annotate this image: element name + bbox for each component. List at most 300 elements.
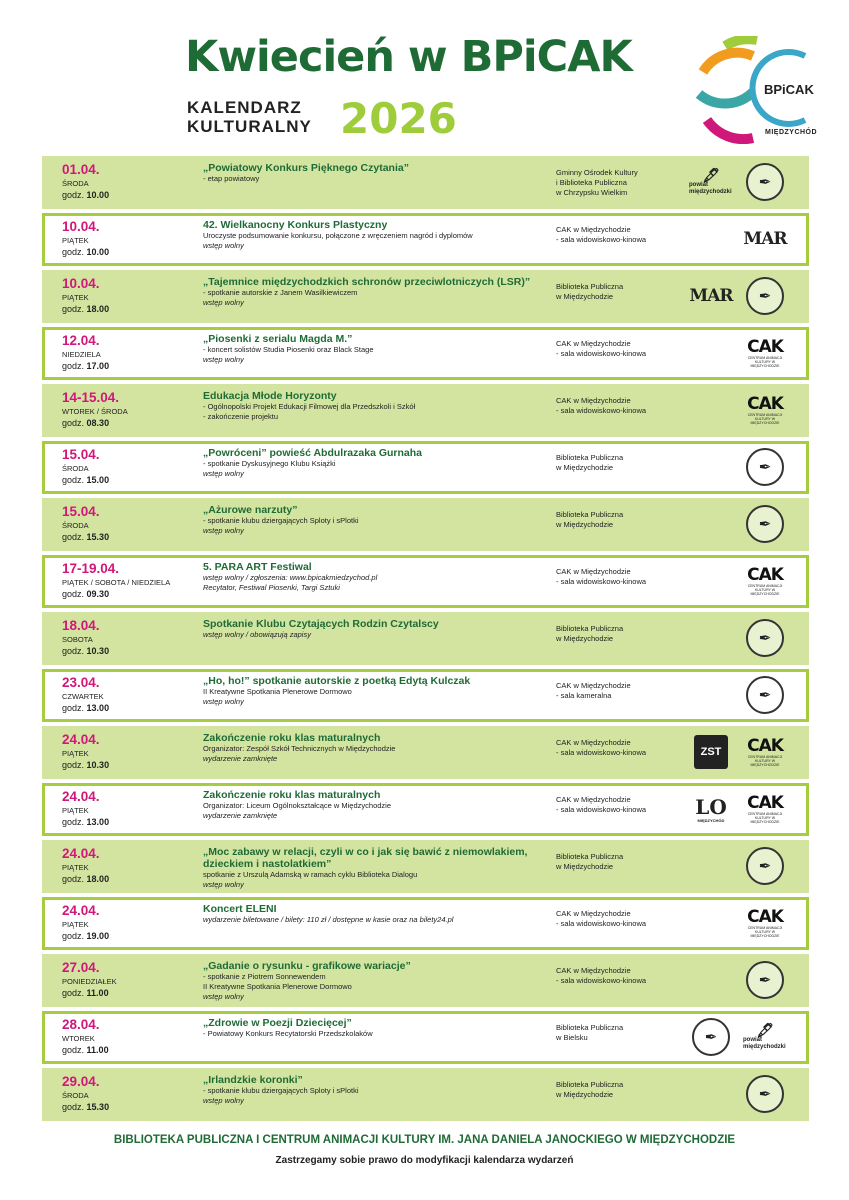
event-place-line: Biblioteka Publiczna <box>556 453 624 462</box>
cak-logo-caption: CENTRUM ANIMACJI KULTURY W MIĘDZYCHODZIE <box>747 356 783 368</box>
event-name: 42. Wielkanocny Konkurs Plastyczny <box>203 219 388 231</box>
event-place <box>556 795 696 815</box>
time-label: godz. <box>62 532 85 542</box>
event-time <box>62 817 109 827</box>
pen-icon: ✒ <box>758 174 772 191</box>
cak-logo-text: CAK <box>747 337 783 357</box>
event-info <box>203 1074 553 1106</box>
event-row[interactable] <box>42 840 809 893</box>
event-place-line: w Międzychodzie <box>556 463 614 472</box>
event-row[interactable] <box>42 612 809 665</box>
event-time <box>62 874 109 884</box>
event-name: „Zdrowie w Poezji Dziecięcej” <box>203 1017 352 1029</box>
event-description: spotkanie z Urszulą Adamską w ramach cyklu Biblioteka Dialogu <box>203 870 418 879</box>
event-row[interactable] <box>42 270 809 323</box>
event-name: „Powróceni” powieść Abdulrazaka Gurnaha <box>203 447 422 459</box>
cak-logo <box>743 338 787 368</box>
cak-logo-caption: CENTRUM ANIMACJI KULTURY W MIĘDZYCHODZIE <box>747 926 783 938</box>
time-value: 13.00 <box>86 817 110 827</box>
event-logos <box>743 1072 787 1116</box>
event-date: 23.04. <box>62 675 100 690</box>
event-place-line: - sala kameralna <box>556 691 612 700</box>
event-place-line: Biblioteka Publiczna <box>556 1080 624 1089</box>
event-row[interactable] <box>42 498 809 551</box>
event-place <box>556 225 696 245</box>
event-place-line: Biblioteka Publiczna <box>556 852 624 861</box>
event-name: Zakończenie roku klas maturalnych <box>203 789 381 801</box>
cak-logo-caption: CENTRUM ANIMACJI KULTURY W MIĘDZYCHODZIE <box>747 755 783 767</box>
time-value: 11.00 <box>86 988 109 998</box>
event-name: „Powiatowy Konkurs Pięknego Czytania” <box>203 162 409 174</box>
event-date: 10.04. <box>62 219 100 234</box>
event-day: PIĄTEK / SOBOTA / NIEDZIELA <box>62 578 171 587</box>
cak-logo-caption: CENTRUM ANIMACJI KULTURY W MIĘDZYCHODZIE <box>747 413 783 425</box>
event-place-line: - sala widowiskowo-kinowa <box>556 577 647 586</box>
event-place <box>556 681 696 701</box>
event-note: wydarzenie zamknięte <box>203 754 278 763</box>
event-description: II Kreatywne Spotkania Plenerowe Dormowo <box>203 687 352 696</box>
event-date: 10.04. <box>62 276 100 291</box>
event-time <box>62 931 109 941</box>
event-logos <box>743 559 787 603</box>
event-logos <box>689 274 787 318</box>
bp-logo-icon <box>743 844 787 888</box>
event-place-line: - sala widowiskowo-kinowa <box>556 805 647 814</box>
library-seal-icon <box>746 676 784 714</box>
event-place-line: CAK w Międzychodzie <box>556 795 631 804</box>
time-value: 10.30 <box>86 760 110 770</box>
time-value: 18.00 <box>86 304 110 314</box>
event-row[interactable] <box>42 156 809 209</box>
event-place <box>556 168 696 198</box>
event-row[interactable] <box>42 213 809 266</box>
event-logos <box>689 787 787 831</box>
event-description: II Kreatywne Spotkania Plenerowe Dormowo <box>203 982 352 991</box>
time-label: godz. <box>62 247 85 257</box>
event-description: Organizator: Zespół Szkół Technicznych w Międzychodzie <box>203 744 396 753</box>
event-time <box>62 988 109 998</box>
cak-logo-caption: CENTRUM ANIMACJI KULTURY W MIĘDZYCHODZIE <box>747 812 783 824</box>
bp-logo-icon <box>743 274 787 318</box>
event-place-line: w Międzychodzie <box>556 520 614 529</box>
event-time <box>62 304 109 314</box>
time-label: godz. <box>62 475 85 485</box>
event-info <box>203 789 553 821</box>
event-place <box>556 339 696 359</box>
event-place-line: - sala widowiskowo-kinowa <box>556 349 647 358</box>
time-value: 10.00 <box>86 247 110 257</box>
event-name: „Ażurowe narzuty” <box>203 504 298 516</box>
pen-icon: ✒ <box>704 1029 718 1046</box>
event-logos <box>743 958 787 1002</box>
event-place <box>556 453 696 473</box>
event-day: WTOREK <box>62 1034 95 1043</box>
event-description: - spotkanie Dyskusyjnego Klubu Książki <box>203 459 336 468</box>
time-value: 09.30 <box>86 589 110 599</box>
event-place-line: CAK w Międzychodzie <box>556 567 631 576</box>
bp-logo-icon <box>743 958 787 1002</box>
pen-icon: ✒ <box>758 972 772 989</box>
powiat-glyph-icon: 🖋 <box>702 167 720 183</box>
event-time <box>62 760 109 770</box>
event-info <box>203 903 553 925</box>
cak-logo-text: CAK <box>747 565 783 585</box>
event-day: SOBOTA <box>62 635 93 644</box>
page-title: Kwiecień w BPiCAK <box>185 32 632 82</box>
event-place-line: CAK w Międzychodzie <box>556 339 631 348</box>
event-time <box>62 190 109 200</box>
event-note: wstęp wolny <box>203 992 244 1001</box>
time-value: 15.00 <box>86 475 110 485</box>
event-info <box>203 1017 553 1039</box>
event-place-line: - sala widowiskowo-kinowa <box>556 748 647 757</box>
library-seal-icon <box>746 961 784 999</box>
event-note: wstęp wolny / zgłoszenia: www.bpicakmiedzychod.pl <box>203 573 378 582</box>
event-name: 5. PARA ART Festiwal <box>203 561 312 573</box>
event-day: PIĄTEK <box>62 749 89 758</box>
event-place-line: w Międzychodzie <box>556 292 614 301</box>
bp-logo-icon <box>743 616 787 660</box>
time-value: 10.00 <box>86 190 110 200</box>
time-value: 15.30 <box>86 1102 110 1112</box>
library-seal-icon <box>746 847 784 885</box>
event-name: „Gadanie o rysunku - grafikowe wariacje” <box>203 960 411 972</box>
cak-logo-icon <box>743 787 787 831</box>
event-place-line: Biblioteka Publiczna <box>556 282 624 291</box>
cak-logo <box>743 566 787 596</box>
event-place-line: - sala widowiskowo-kinowa <box>556 976 647 985</box>
time-value: 15.30 <box>86 532 110 542</box>
event-logos <box>743 331 787 375</box>
powiat-logo-text: powiat międzychodzki <box>743 1037 786 1050</box>
time-label: godz. <box>62 1045 85 1055</box>
pen-icon: ✒ <box>758 630 772 647</box>
event-info <box>203 618 553 640</box>
time-value: 11.00 <box>86 1045 109 1055</box>
event-place-line: CAK w Międzychodzie <box>556 225 631 234</box>
mar-logo-icon <box>743 217 787 261</box>
event-note: wstęp wolny <box>203 1096 244 1105</box>
event-info <box>203 846 553 890</box>
event-logos <box>689 1015 787 1059</box>
event-place-line: w Międzychodzie <box>556 634 614 643</box>
powiat-logo <box>743 1023 787 1051</box>
cak-logo-icon <box>743 388 787 432</box>
event-info <box>203 675 553 707</box>
cak-logo <box>743 794 787 824</box>
event-place <box>556 396 696 416</box>
event-place <box>556 852 696 872</box>
subtitle-line-2: KULTURALNY <box>187 117 312 136</box>
event-time <box>62 532 109 542</box>
event-day: NIEDZIELA <box>62 350 101 359</box>
mar-logo-text: MAR <box>743 229 787 249</box>
time-value: 08.30 <box>86 418 110 428</box>
cak-logo-icon <box>743 559 787 603</box>
event-logos <box>743 502 787 546</box>
event-day: PIĄTEK <box>62 236 89 245</box>
event-time <box>62 247 109 257</box>
lo-logo-caption: MIĘDZYCHÓD <box>697 817 725 823</box>
time-label: godz. <box>62 760 85 770</box>
event-info <box>203 561 553 593</box>
event-info <box>203 732 553 764</box>
event-place <box>556 966 696 986</box>
event-place-line: CAK w Międzychodzie <box>556 396 631 405</box>
event-description: - koncert solistów Studia Piosenki oraz Black Stage <box>203 345 374 354</box>
event-date: 28.04. <box>62 1017 100 1032</box>
event-description: Uroczyste podsumowanie konkursu, połączone z wręczeniem nagród i dyplomów <box>203 231 473 240</box>
event-note-2: Recytator, Festiwal Piosenki, Targi Sztuki <box>203 583 340 592</box>
library-seal-icon <box>746 448 784 486</box>
event-description: - zakończenie projektu <box>203 412 279 421</box>
time-label: godz. <box>62 703 85 713</box>
event-logos <box>689 730 787 774</box>
event-date: 01.04. <box>62 162 100 177</box>
event-logos <box>743 217 787 261</box>
event-place-line: w Międzychodzie <box>556 862 614 871</box>
event-day: PIĄTEK <box>62 863 89 872</box>
event-place <box>556 1080 696 1100</box>
subtitle-line-1: KALENDARZ <box>187 98 302 117</box>
event-day: WTOREK / ŚRODA <box>62 407 128 416</box>
event-row[interactable] <box>42 555 809 608</box>
time-value: 19.00 <box>86 931 110 941</box>
event-info <box>203 333 553 365</box>
event-row[interactable] <box>42 669 809 722</box>
pen-icon: ✒ <box>758 687 772 704</box>
powiat-logo <box>689 168 733 196</box>
bp-logo-icon <box>743 160 787 204</box>
time-label: godz. <box>62 589 85 599</box>
event-description: - spotkanie klubu dziergających Sploty i sPlotki <box>203 1086 359 1095</box>
time-label: godz. <box>62 1102 85 1112</box>
zst-logo-icon <box>689 730 733 774</box>
pen-icon: ✒ <box>758 288 772 305</box>
event-place <box>556 510 696 530</box>
event-place <box>556 1023 696 1043</box>
event-name: Koncert ELENI <box>203 903 277 915</box>
library-seal-icon <box>746 1075 784 1113</box>
bp-logo-icon <box>743 673 787 717</box>
event-name: „Tajemnice międzychodzkich schronów przeciwlotniczych (LSR)” <box>203 276 531 288</box>
pen-icon: ✒ <box>758 459 772 476</box>
logo-city: MIĘDZYCHÓD <box>765 129 818 136</box>
event-place-line: CAK w Międzychodzie <box>556 738 631 747</box>
pen-icon: ✒ <box>758 858 772 875</box>
event-name: „Ho, ho!” spotkanie autorskie z poetką Edytą Kulczak <box>203 675 471 687</box>
event-place-line: CAK w Międzychodzie <box>556 966 631 975</box>
time-label: godz. <box>62 190 85 200</box>
event-day: PIĄTEK <box>62 806 89 815</box>
event-time <box>62 475 109 485</box>
event-note: wstęp wolny <box>203 355 244 364</box>
cak-logo-icon <box>743 901 787 945</box>
event-name: Spotkanie Klubu Czytających Rodzin Czytalscy <box>203 618 439 630</box>
year: 2026 <box>340 94 457 143</box>
lo-glyph-icon: LO <box>695 794 727 819</box>
event-day: PIĄTEK <box>62 920 89 929</box>
event-day: ŚRODA <box>62 521 89 530</box>
cak-logo-caption: CENTRUM ANIMACJI KULTURY W MIĘDZYCHODZIE <box>747 584 783 596</box>
time-label: godz. <box>62 304 85 314</box>
event-place-line: - sala widowiskowo-kinowa <box>556 235 647 244</box>
event-place-line: w Chrzypsku Wielkim <box>556 188 628 197</box>
time-label: godz. <box>62 361 85 371</box>
time-label: godz. <box>62 931 85 941</box>
event-place-line: i Biblioteka Publiczna <box>556 178 627 187</box>
event-place <box>556 909 696 929</box>
cak-logo <box>743 395 787 425</box>
cak-logo <box>743 737 787 767</box>
event-date: 24.04. <box>62 846 100 861</box>
event-info <box>203 162 553 184</box>
event-logos <box>743 388 787 432</box>
cak-logo <box>743 908 787 938</box>
event-description: - spotkanie klubu dziergających Sploty i sPlotki <box>203 516 359 525</box>
event-info <box>203 219 553 251</box>
event-date: 27.04. <box>62 960 100 975</box>
event-row[interactable] <box>42 954 809 1007</box>
event-note: wstęp wolny <box>203 880 244 889</box>
event-row[interactable] <box>42 783 809 836</box>
event-note: wstęp wolny <box>203 697 244 706</box>
event-row[interactable] <box>42 726 809 779</box>
event-info <box>203 390 553 422</box>
event-time <box>62 589 109 599</box>
event-time <box>62 1045 109 1055</box>
bp-logo-icon <box>689 1015 733 1059</box>
event-row[interactable] <box>42 384 809 437</box>
event-description: - spotkanie z Piotrem Sonnewendem <box>203 972 326 981</box>
event-time <box>62 1102 109 1112</box>
event-place-line: w Bielsku <box>556 1033 588 1042</box>
powiat-glyph-icon: 🖋 <box>756 1022 774 1038</box>
time-label: godz. <box>62 418 85 428</box>
event-date: 29.04. <box>62 1074 100 1089</box>
event-day: ŚRODA <box>62 1091 89 1100</box>
time-label: godz. <box>62 817 85 827</box>
event-date: 24.04. <box>62 789 100 804</box>
time-label: godz. <box>62 646 85 656</box>
footer-disclaimer: Zastrzegamy sobie prawo do modyfikacji kalendarza wydarzeń <box>275 1155 574 1166</box>
event-row[interactable] <box>42 1011 809 1064</box>
event-note: wydarzenie biletowane / bilety: 110 zł / dostępne w kasie oraz na bilety24.pl <box>203 915 454 924</box>
event-date: 12.04. <box>62 333 100 348</box>
event-name: Zakończenie roku klas maturalnych <box>203 732 381 744</box>
logo-text: BPiCAK <box>764 82 814 97</box>
event-place-line: w Międzychodzie <box>556 1090 614 1099</box>
library-seal-icon <box>746 505 784 543</box>
time-label: godz. <box>62 988 85 998</box>
event-logos <box>743 901 787 945</box>
lo-logo-icon <box>689 787 733 831</box>
time-value: 13.00 <box>86 703 110 713</box>
event-note: wstęp wolny <box>203 298 244 307</box>
event-name: „Irlandzkie koronki” <box>203 1074 303 1086</box>
event-description: - etap powiatowy <box>203 174 260 183</box>
event-logos <box>689 160 787 204</box>
cak-logo-icon <box>743 730 787 774</box>
event-note: wydarzenie zamknięte <box>203 811 278 820</box>
library-seal-icon <box>746 277 784 315</box>
event-logos <box>743 673 787 717</box>
event-row[interactable] <box>42 327 809 380</box>
event-note: wstęp wolny <box>203 241 244 250</box>
event-day: CZWARTEK <box>62 692 104 701</box>
event-place-line: Biblioteka Publiczna <box>556 624 624 633</box>
event-date: 15.04. <box>62 447 100 462</box>
cak-logo-text: CAK <box>747 736 783 756</box>
mar-logo-icon <box>689 274 733 318</box>
event-place-line: Biblioteka Publiczna <box>556 510 624 519</box>
powiat-logo-icon <box>689 160 733 204</box>
event-row[interactable] <box>42 897 809 950</box>
event-note: wstęp wolny <box>203 469 244 478</box>
time-label: godz. <box>62 874 85 884</box>
zst-logo-text: ZST <box>694 735 728 769</box>
library-seal-icon <box>746 619 784 657</box>
pen-icon: ✒ <box>758 516 772 533</box>
event-row[interactable] <box>42 1068 809 1121</box>
event-note: wstęp wolny / obowiązują zapisy <box>203 630 311 639</box>
event-place-line: - sala widowiskowo-kinowa <box>556 919 647 928</box>
event-name: „Piosenki z serialu Magda M.” <box>203 333 353 345</box>
event-date: 14-15.04. <box>62 390 120 405</box>
pen-icon: ✒ <box>758 1086 772 1103</box>
cak-logo-text: CAK <box>747 907 783 927</box>
event-place-line: CAK w Międzychodzie <box>556 909 631 918</box>
time-value: 18.00 <box>86 874 110 884</box>
event-info <box>203 504 553 536</box>
event-description: - Powiatowy Konkurs Recytatorski Przedszkolaków <box>203 1029 373 1038</box>
event-description: - Ogólnopolski Projekt Edukacji Filmowej dla Przedszkoli i Szkół <box>203 402 416 411</box>
event-date: 18.04. <box>62 618 100 633</box>
event-description: Organizator: Liceum Ogólnokształcące w Międzychodzie <box>203 801 392 810</box>
event-place-line: CAK w Międzychodzie <box>556 681 631 690</box>
event-day: ŚRODA <box>62 464 89 473</box>
event-note: wstęp wolny <box>203 526 244 535</box>
powiat-logo-text: powiat międzychodzki <box>689 182 732 195</box>
event-place <box>556 567 696 587</box>
event-place <box>556 282 696 302</box>
event-time <box>62 703 109 713</box>
bp-logo-icon <box>743 502 787 546</box>
time-value: 17.00 <box>86 361 110 371</box>
event-place-line: Gminny Ośrodek Kultury <box>556 168 638 177</box>
event-info <box>203 447 553 479</box>
event-info <box>203 276 553 308</box>
event-list <box>42 156 809 1125</box>
event-date: 17-19.04. <box>62 561 120 576</box>
event-place-line: Biblioteka Publiczna <box>556 1023 624 1032</box>
event-place <box>556 624 696 644</box>
event-day: PIĄTEK <box>62 293 89 302</box>
event-day: PONIEDZIAŁEK <box>62 977 117 986</box>
event-info <box>203 960 553 1002</box>
event-place <box>556 738 696 758</box>
footer-institution: BIBLIOTEKA PUBLICZNA I CENTRUM ANIMACJI KULTURY IM. JANA DANIELA JANOCKIEGO W MIĘDZYCHODZIE <box>113 1134 736 1146</box>
event-logos <box>743 616 787 660</box>
event-name: „Moc zabawy w relacji, czyli w co i jak się bawić z niemowlakiem, dzieckiem i nastolatkiem” <box>203 846 528 870</box>
mar-logo-text: MAR <box>689 286 733 306</box>
event-row[interactable] <box>42 441 809 494</box>
cak-logo-text: CAK <box>747 394 783 414</box>
event-date: 24.04. <box>62 903 100 918</box>
event-day: ŚRODA <box>62 179 89 188</box>
cak-logo-text: CAK <box>747 793 783 813</box>
event-date: 24.04. <box>62 732 100 747</box>
